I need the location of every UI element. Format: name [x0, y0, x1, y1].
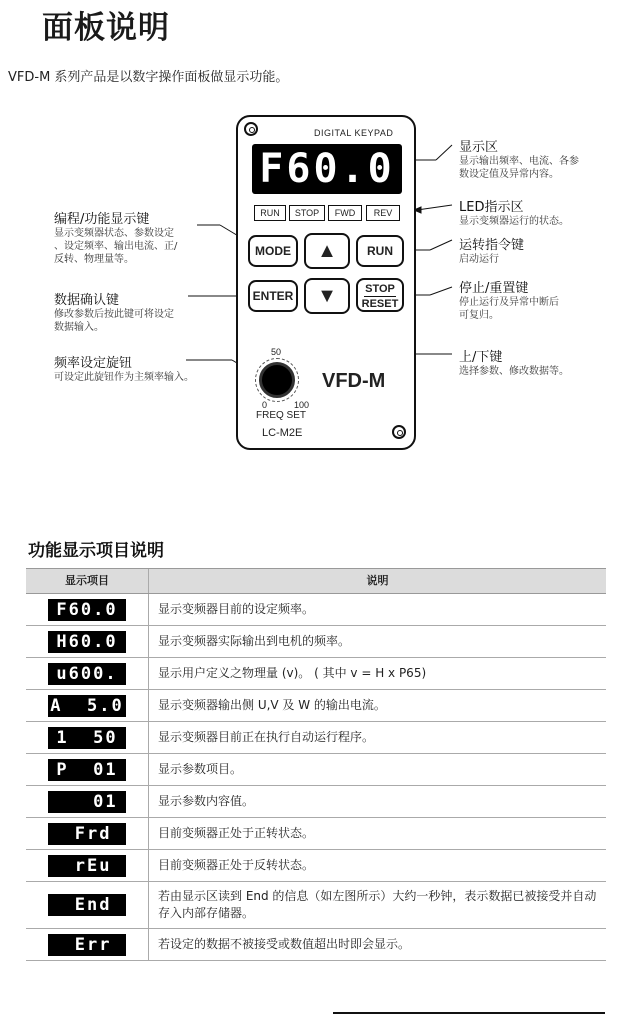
intro-text: VFD-M 系列产品是以数字操作面板做显示功能。 — [8, 70, 289, 85]
display-code: P 01 — [48, 759, 126, 781]
mode-button[interactable]: MODE — [248, 235, 298, 267]
annotation-desc: 、设定频率、输出电流、正/ — [54, 241, 178, 252]
row-description: 显示用户定义之物理量 (v)。 ( 其中 v = H x P65) — [158, 666, 427, 680]
table-row — [26, 722, 606, 754]
annotation-desc: 数设定值及异常内容。 — [459, 169, 559, 180]
annotation-led — [459, 196, 569, 228]
table-row — [26, 594, 606, 626]
table-row — [26, 929, 606, 961]
row-description: 若设定的数据不被接受或数值超出时即会显示。 — [158, 937, 411, 951]
keypad-header: DIGITAL KEYPAD — [314, 128, 394, 138]
header-description: 说明 — [366, 574, 389, 587]
annotation-desc: 反转、物理量等。 — [54, 254, 134, 265]
row-description: 显示参数内容值。 — [158, 794, 255, 808]
annotation-title: 显示区 — [459, 140, 499, 155]
annotation-display — [459, 136, 579, 181]
display-code: Err — [48, 934, 126, 956]
table-row — [26, 818, 606, 850]
up-button[interactable]: ▲ — [304, 233, 350, 269]
display-code: H60.0 — [48, 631, 126, 653]
display-code: rEu — [48, 855, 126, 877]
annotation-title: LED指示区 — [459, 200, 524, 215]
table-row — [26, 690, 606, 722]
knob-scale-max: 100 — [294, 400, 310, 410]
lcd-text: F60.0 — [259, 146, 395, 192]
row-description: 显示变频器输出侧 U,V 及 W 的输出电流。 — [158, 698, 386, 712]
table-header — [26, 568, 606, 594]
part-number: LC-M2E — [262, 427, 303, 439]
freq-knob[interactable] — [259, 362, 295, 398]
row-description: 目前变频器正处于反转状态。 — [158, 858, 315, 872]
display-code: 01 — [48, 791, 126, 813]
annotation-updown — [459, 346, 569, 378]
row-description: 显示变频器实际输出到电机的频率。 — [158, 634, 351, 648]
annotation-desc: 显示变频器状态、参数设定 — [54, 228, 174, 239]
header-display-item: 显示项目 — [65, 574, 109, 587]
led-rev: REV — [366, 205, 400, 221]
row-description: 显示变频器目前正在执行自动运行程序。 — [158, 730, 375, 744]
annotation-title: 数据确认键 — [54, 293, 120, 308]
display-code: End — [48, 894, 126, 916]
display-code: Frd — [48, 823, 126, 845]
run-button[interactable]: RUN — [356, 235, 404, 267]
row-description: 显示参数项目。 — [158, 762, 243, 776]
model-name: VFD-M — [322, 370, 386, 392]
led-run: RUN — [254, 205, 286, 221]
annotation-desc: 显示输出频率、电流、各参 — [459, 156, 579, 167]
annotation-title: 编程/功能显示键 — [54, 212, 150, 227]
table-row — [26, 850, 606, 882]
down-button[interactable]: ▼ — [304, 278, 350, 314]
display-code: u600. — [48, 663, 126, 685]
table-row — [26, 882, 606, 929]
knob-label: FREQ SET — [256, 410, 307, 421]
stop-label: STOP — [365, 283, 395, 295]
annotation-desc: 启动运行 — [459, 254, 499, 265]
annotation-knob — [54, 352, 194, 384]
footer-rule — [333, 1012, 605, 1014]
table-row — [26, 786, 606, 818]
annotation-desc: 可复归。 — [459, 310, 499, 321]
enter-button[interactable]: ENTER — [248, 280, 298, 312]
row-description: 显示变频器目前的设定频率。 — [158, 602, 315, 616]
knob-scale-top: 50 — [271, 347, 282, 357]
stop-reset-button[interactable] — [356, 278, 404, 312]
section-title: 功能显示项目说明 — [28, 541, 164, 561]
annotation-desc: 停止运行及异常中断后 — [459, 297, 559, 308]
led-stop: STOP — [289, 205, 325, 221]
knob-scale-min: 0 — [262, 400, 268, 410]
annotation-desc: 选择参数、修改数据等。 — [459, 366, 569, 377]
table-row — [26, 754, 606, 786]
display-items-table — [26, 568, 606, 961]
annotation-desc: 显示变频器运行的状态。 — [459, 216, 569, 227]
screw-icon — [392, 425, 406, 439]
annotation-desc: 数据输入。 — [54, 322, 104, 333]
annotation-title: 运转指令键 — [459, 238, 525, 253]
row-description: 目前变频器正处于正转状态。 — [158, 826, 315, 840]
annotation-desc: 可设定此旋钮作为主频率输入。 — [54, 372, 194, 383]
screw-icon — [244, 122, 258, 136]
annotation-title: 停止/重置键 — [459, 281, 529, 296]
annotation-desc: 修改参数后按此键可将设定 — [54, 309, 174, 320]
display-code: 1 50 — [48, 727, 126, 749]
lcd-display — [252, 144, 402, 194]
annotation-run — [459, 234, 524, 266]
annotation-mode — [54, 208, 177, 266]
row-description: 若由显示区读到 End 的信息（如左图所示）大约一秒钟，表示数据已被接受并自动存入内部存储器。 — [158, 889, 597, 920]
annotation-title: 频率设定旋钮 — [54, 356, 133, 371]
annotation-title: 上/下键 — [459, 350, 503, 365]
display-code: F60.0 — [48, 599, 126, 621]
table-row — [26, 658, 606, 690]
display-code: A 5.0 — [48, 695, 126, 717]
annotation-enter — [54, 289, 174, 334]
led-fwd: FWD — [328, 205, 362, 221]
page-title: 面板说明 — [42, 10, 170, 46]
annotation-stop-reset — [459, 277, 559, 322]
table-row — [26, 626, 606, 658]
reset-label: RESET — [361, 298, 399, 310]
